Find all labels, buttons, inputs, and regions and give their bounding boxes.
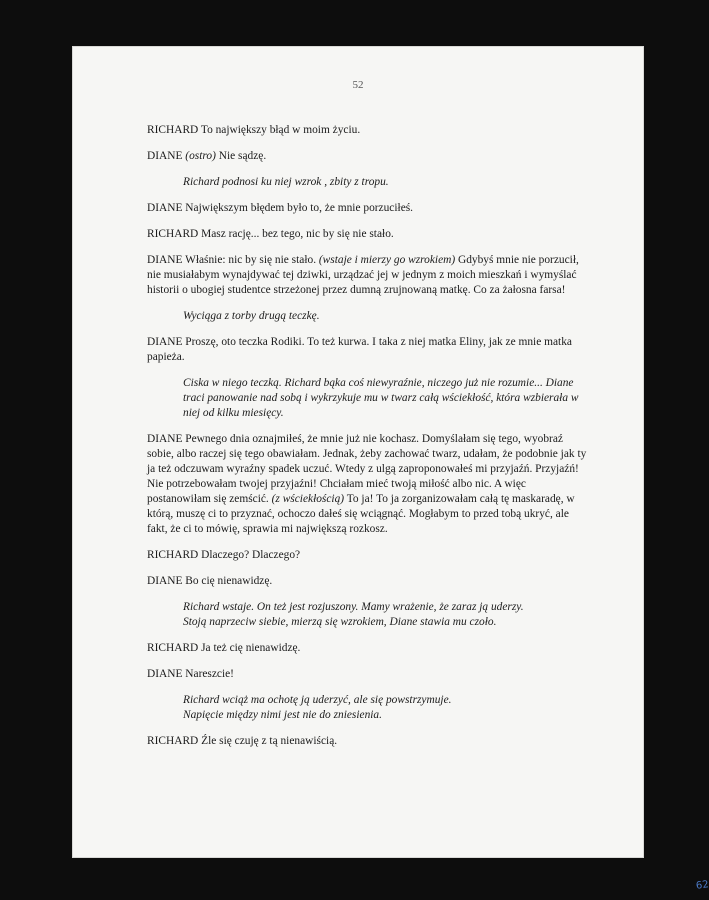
speech-text: Źle się czuję z tą nienawiścią. bbox=[198, 735, 338, 747]
speaker-name: DIANE bbox=[147, 575, 183, 587]
speech-text: Nareszcie! bbox=[182, 668, 234, 680]
speaker-name: DIANE bbox=[147, 336, 183, 348]
speech-line bbox=[147, 641, 589, 656]
speech-text: Dlaczego? Dlaczego? bbox=[198, 549, 301, 561]
script-body bbox=[147, 123, 589, 760]
stage-direction: Richard wstaje. On też jest rozjuszony. Mamy wrażenie, że zaraz ją uderzy. bbox=[183, 601, 524, 613]
speaker-name: RICHARD bbox=[147, 124, 199, 136]
speaker-name: DIANE bbox=[147, 668, 183, 680]
document-page bbox=[72, 46, 709, 892]
speech-text: Ja też cię nienawidzę. bbox=[198, 642, 301, 654]
speech-text: Pewnego dnia oznajmiłeś, że mnie już nie kochasz. Domyślałam się tego, wyobraź sobie, albo raczej się tego obawiałam. Jednak, żeby zachować twarz, udałam, że podobnie jak ty ja też odczuwam wyraźny spadek uczuć. Wtedy z ulgą zaproponowałeś mi przyjaźń. Przyjaźń! Nie potrzebowałam twojej przyjaźni! Chciałam mieć twoją miłość albo nic. A więc postanowiłam się zemścić. bbox=[147, 433, 587, 505]
speech-text: Masz rację... bez tego, nic by się nie stało. bbox=[198, 228, 394, 240]
stage-direction: Stoją naprzeciw siebie, mierzą się wzrokiem, Diane stawia mu czoło. bbox=[183, 616, 497, 628]
speech-text: To największy błąd w moim życiu. bbox=[198, 124, 361, 136]
speech-line bbox=[147, 432, 589, 537]
page-number: 52 bbox=[352, 79, 364, 91]
speech-line bbox=[147, 227, 589, 242]
handwritten-mark: 62 bbox=[695, 879, 709, 892]
speech-line bbox=[147, 201, 589, 216]
speaker-name: RICHARD bbox=[147, 549, 199, 561]
speech-text: Właśnie: nic by się nie stało. bbox=[182, 254, 319, 266]
speaker-name: DIANE bbox=[147, 254, 183, 266]
speaker-name: RICHARD bbox=[147, 228, 199, 240]
speech-line bbox=[147, 548, 589, 563]
speech-line bbox=[147, 253, 589, 298]
speech-line bbox=[147, 123, 589, 138]
speech-text: Bo cię nienawidzę. bbox=[182, 575, 273, 587]
speech-line bbox=[147, 667, 589, 682]
speaker-name: DIANE bbox=[147, 202, 183, 214]
speech-text: To ja! To ja zorganizowałam całą tę maskaradę, w którą, muszę ci to przyznać, ochoczo dałeś się wciągnąć. Mogłabym to przed tobą ukryć, ale fakt, że ci to mówię, sprawia mi największą rozkosz. bbox=[147, 493, 575, 535]
stage-direction: Wyciąga z torby drugą teczkę. bbox=[183, 310, 320, 322]
stage-direction: Richard wciąż ma ochotę ją uderzyć, ale się powstrzymuje. bbox=[183, 694, 452, 706]
speech-line bbox=[147, 574, 589, 589]
stage-direction: Napięcie między nimi jest nie do zniesienia. bbox=[183, 709, 382, 721]
speech-text: Największym błędem było to, że mnie porzuciłeś. bbox=[182, 202, 414, 214]
speech-text: Gdybyś mnie nie porzucił, nie musiałabym wynajdywać tej dziwki, urządzać jej w jednym z moich mieszkań i wymyślać historii o ubogiej studentce strzeżonej przez dumną zrujnowaną matkę. Co za żałosna farsa! bbox=[147, 254, 579, 296]
stage-aside: (z wściekłością) bbox=[271, 493, 345, 505]
speaker-name: DIANE bbox=[147, 150, 183, 162]
speech-line bbox=[147, 734, 589, 749]
speech-line bbox=[147, 149, 589, 164]
speech-text: Proszę, oto teczka Rodiki. To też kurwa. I taka z niej matka Eliny, jak ze mnie matka papieża. bbox=[147, 336, 572, 363]
stage-aside: (ostro) bbox=[185, 150, 216, 162]
stage-aside: (wstaje i mierzy go wzrokiem) bbox=[318, 254, 456, 266]
stage-direction: Richard podnosi ku niej wzrok , zbity z tropu. bbox=[183, 176, 389, 188]
speaker-name: DIANE bbox=[147, 433, 183, 445]
speaker-name: RICHARD bbox=[147, 735, 199, 747]
stage-direction: Ciska w niego teczką. Richard bąka coś niewyraźnie, niczego już nie rozumie... Diane traci panowanie nad sobą i wykrzykuje mu w twarz całą wściekłość, która wzbierała w niej od kilku miesięcy. bbox=[183, 377, 579, 419]
speech-line bbox=[147, 335, 589, 365]
speaker-name: RICHARD bbox=[147, 642, 199, 654]
speech-text: Nie sądzę. bbox=[215, 150, 267, 162]
